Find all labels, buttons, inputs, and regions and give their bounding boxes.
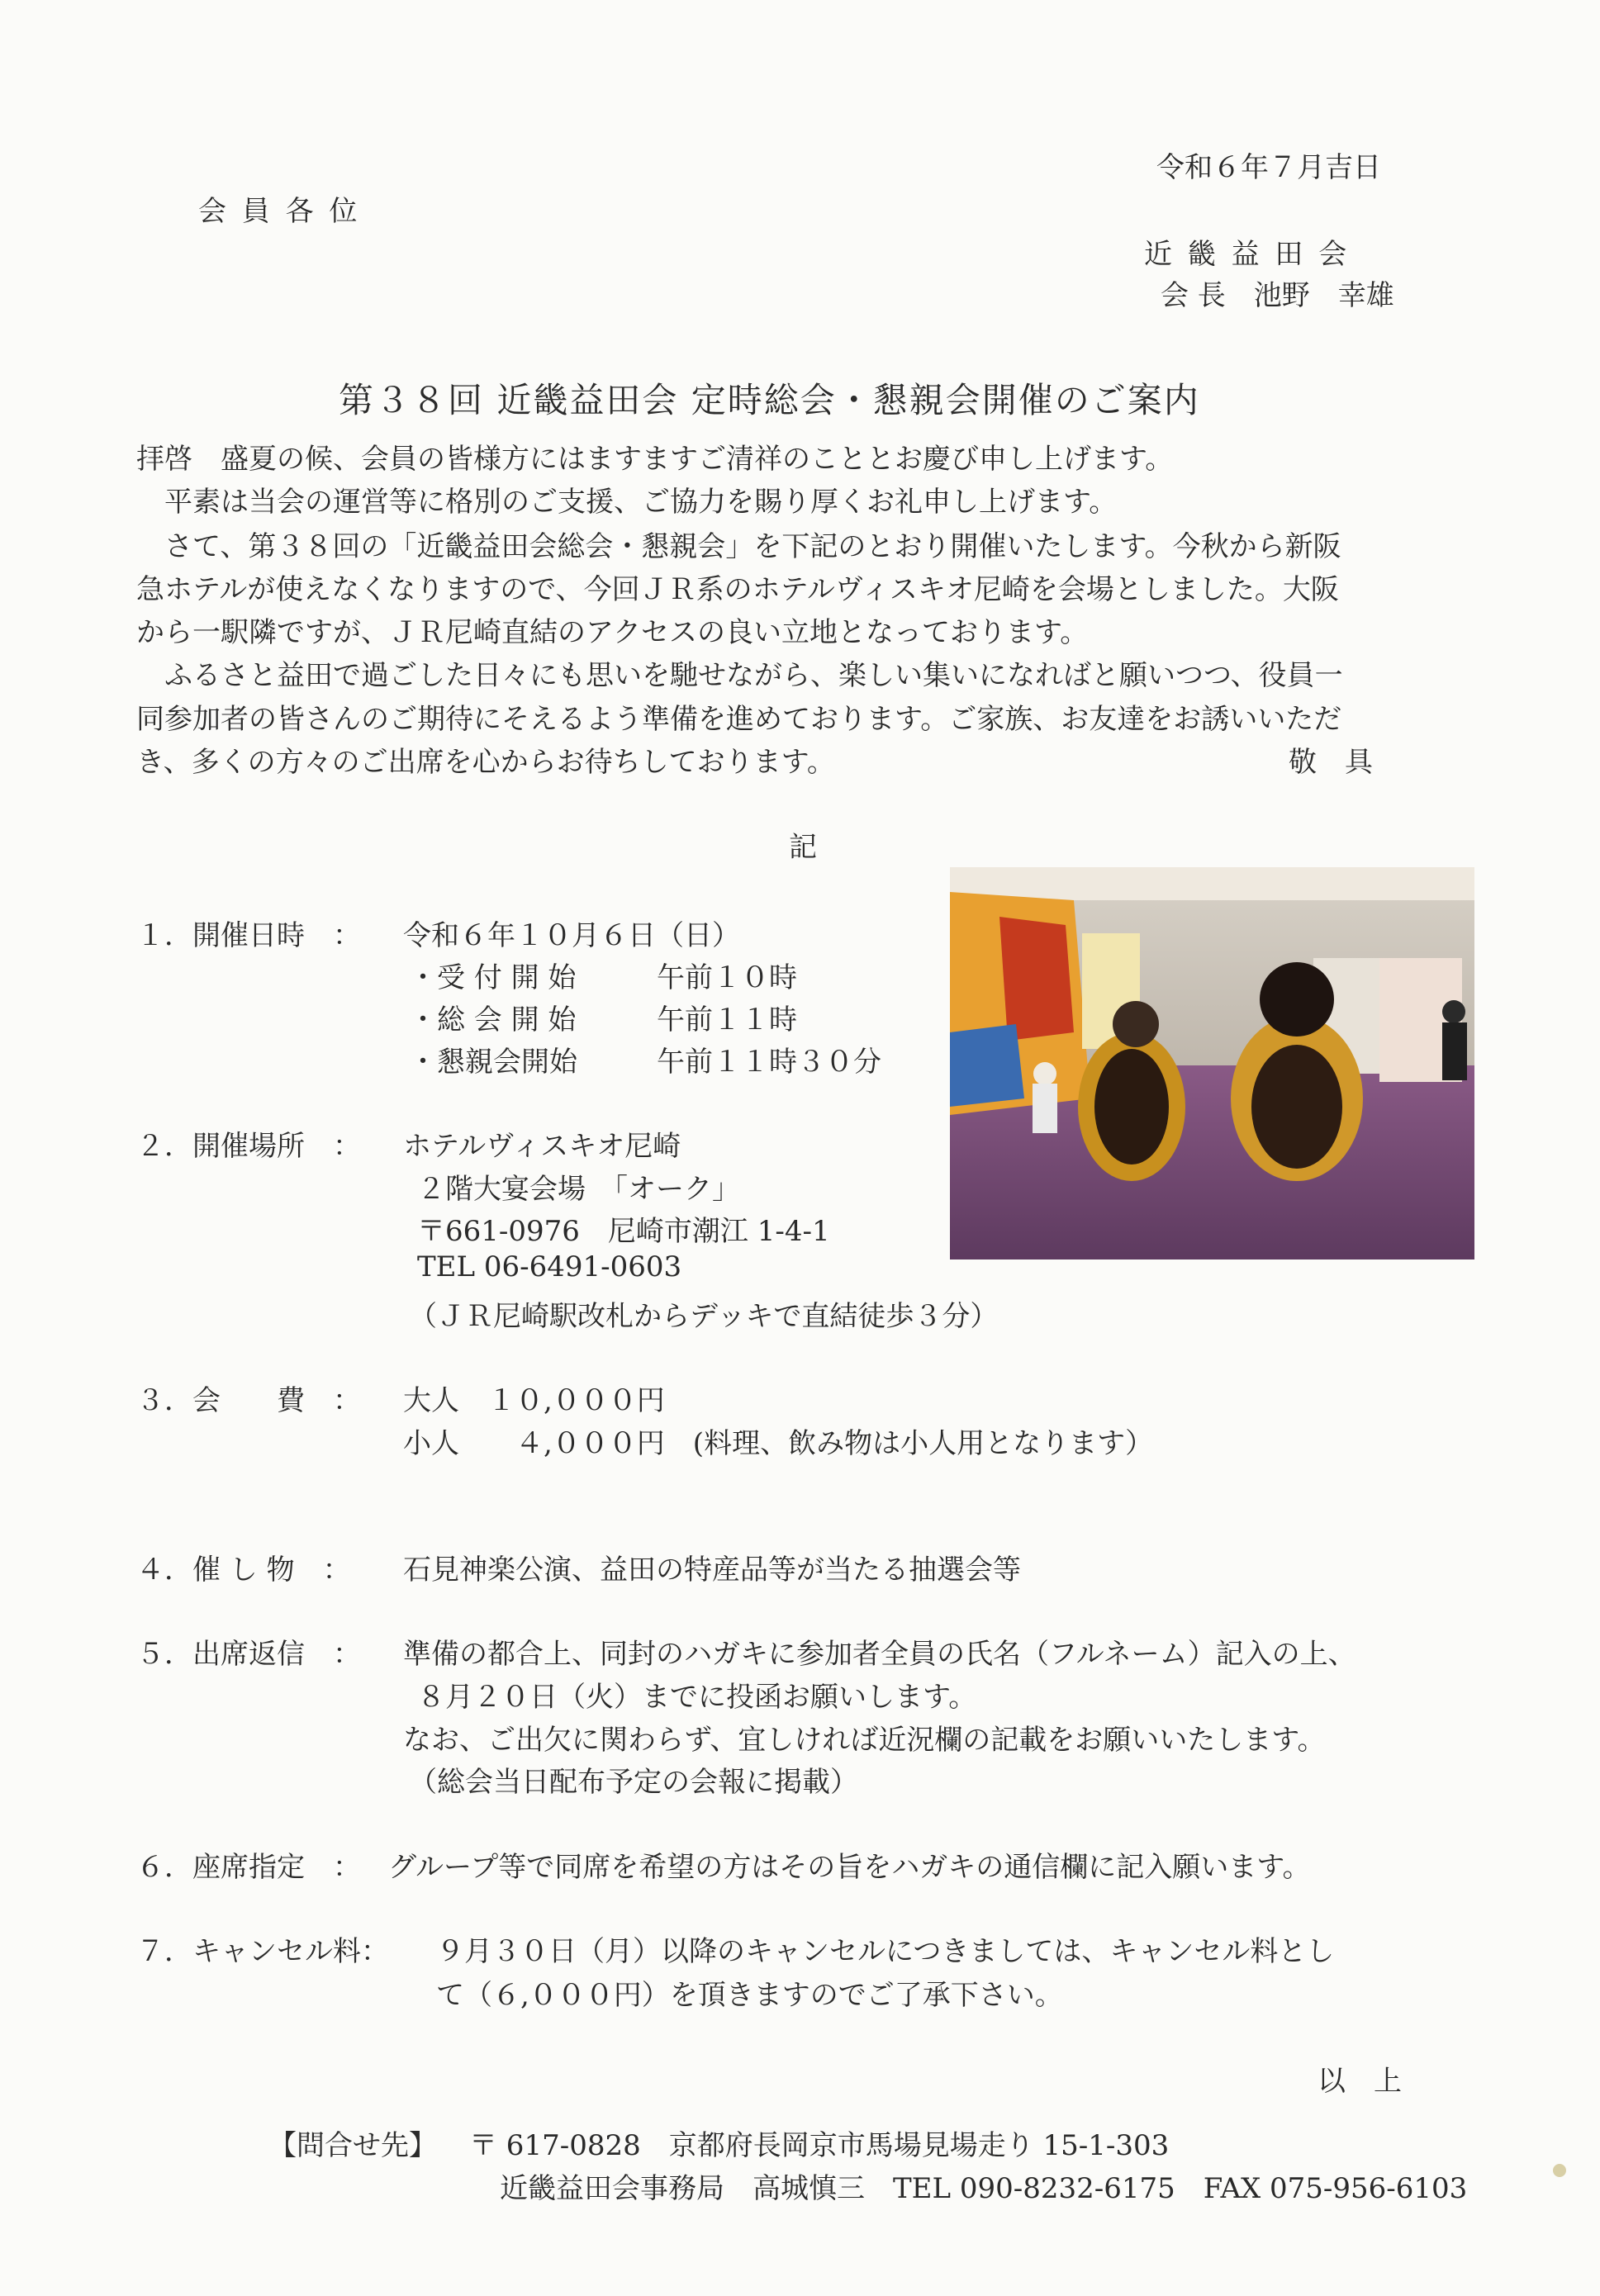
body-line: さて、第３８回の「近畿益田会総会・懇親会」を下記のとおり開催いたします。今秋から新阪 <box>136 530 1341 563</box>
fee-child: 小人 ４,０００円 (料理、飲み物は小人用となります） <box>403 1427 1154 1460</box>
item-label: ２．開催場所 ： <box>136 1130 361 1163</box>
addressee: 会 員 各 位 <box>198 195 361 228</box>
item-label: ７．キャンセル料： <box>136 1935 389 1968</box>
ki-marker: 記 <box>789 831 817 864</box>
body-line: から一駅隣ですが、ＪＲ尼崎直結のアクセスの良い立地となっております。 <box>136 616 1089 649</box>
rsvp-line: なお、ご出欠に関わらず、宜しければ近況欄の記載をお願いいたします。 <box>403 1724 1326 1757</box>
schedule-value: 午前１０時 <box>657 961 797 994</box>
cancel-line: ９月３０日（月）以降のキャンセルにつきましては、キャンセル料とし <box>436 1935 1335 1968</box>
paper-spot <box>1553 2164 1566 2177</box>
rsvp-line: （総会当日配布予定の会報に掲載） <box>409 1766 858 1799</box>
contact-office: 近畿益田会事務局 高城慎三 TEL 090-8232-6175 FAX 075-956-6103 <box>500 2172 1468 2205</box>
item-label: ６．座席指定 ： <box>136 1851 361 1884</box>
page-title: 第３８回 近畿益田会 定時総会・懇親会開催のご案内 <box>339 380 1200 420</box>
body-line: 平素は当会の運営等に格別のご支援、ご協力を賜り厚くお礼申し上げます。 <box>136 486 1118 519</box>
body-line: 拝啓 盛夏の候、会員の皆様方にはますますご清祥のこととお慶び申し上げます。 <box>136 443 1174 476</box>
venue-hotel: ホテルヴィスキオ尼崎 <box>403 1130 681 1163</box>
schedule-value: 午前１１時 <box>657 1003 797 1037</box>
body-line: ふるさと益田で過ごした日々にも思いを馳せながら、楽しい集いになればと願いつつ、役員一 <box>136 659 1343 692</box>
item-label: １．開催日時 ： <box>136 919 361 952</box>
events-text: 石見神楽公演、益田の特産品等が当たる抽選会等 <box>403 1554 1021 1587</box>
contact-label: 【問合せ先】 <box>268 2129 437 2162</box>
schedule-key: ・総 会 開 始 <box>409 1003 577 1037</box>
president-name: 会 長 池野 幸雄 <box>1161 279 1394 312</box>
venue-hall: ２階大宴会場 「オーク」 <box>417 1173 740 1206</box>
fee-adult: 大人 １０,０００円 <box>403 1384 665 1417</box>
item-label: ４．催 し 物 ： <box>136 1554 351 1587</box>
rsvp-line: 準備の都合上、同封のハガキに参加者全員の氏名（フルネーム）記入の上、 <box>403 1638 1356 1671</box>
venue-tel: TEL 06-6491-0603 <box>417 1250 682 1283</box>
rsvp-line: ８月２０日（火）までに投函お願いします。 <box>417 1681 977 1714</box>
schedule-value: 午前１１時３０分 <box>657 1046 881 1079</box>
venue-address: 〒661-0976 尼崎市潮江 1-4-1 <box>417 1215 830 1248</box>
kagura-performance-photo <box>950 867 1474 1259</box>
cancel-line: て（６,０００円）を頂きますのでご了承下さい。 <box>436 1979 1063 2012</box>
venue-access: （ＪＲ尼崎駅改札からデッキで直結徒歩３分） <box>409 1300 999 1333</box>
closing-keigu: 敬 具 <box>1289 746 1373 779</box>
body-line: 急ホテルが使えなくなりますので、今回ＪＲ系のホテルヴィスキオ尼崎を会場としました。大阪 <box>136 573 1339 606</box>
schedule-key: ・懇親会開始 <box>409 1046 577 1079</box>
body-line: 同参加者の皆さんのご期待にそえるよう準備を進めております。ご家族、お友達をお誘いいただ <box>136 703 1342 736</box>
organization-name: 近 畿 益 田 会 <box>1144 238 1351 271</box>
ijou-marker: 以 上 <box>1318 2065 1402 2098</box>
contact-address: 〒 617-0828 京都府長岡京市馬場見場走り 15-1-303 <box>469 2129 1170 2162</box>
item-label: ３．会 費 ： <box>136 1384 361 1417</box>
document-date: 令和６年７月吉日 <box>1156 151 1381 184</box>
event-date: 令和６年１０月６日（日） <box>403 919 740 952</box>
body-line: き、多くの方々のご出席を心からお待ちしております。 <box>136 746 835 779</box>
seating-text: グループ等で同席を希望の方はその旨をハガキの通信欄に記入願います。 <box>388 1851 1311 1884</box>
item-label: ５．出席返信 ： <box>136 1638 361 1671</box>
schedule-key: ・受 付 開 始 <box>409 961 577 994</box>
